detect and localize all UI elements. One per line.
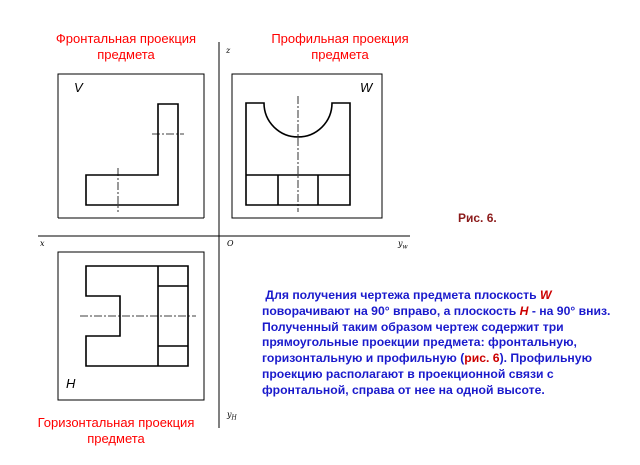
desc-part4: ). Профильную проекцию располагают в проекционной связи с фронтальной, справа от нее на одной высоте. bbox=[262, 351, 592, 397]
desc-plane-h: H bbox=[519, 303, 529, 318]
desc-part1: Для получения чертежа предмета плоскость bbox=[265, 288, 540, 302]
desc-part2: поворачивают на 90° вправо, а плоскость bbox=[262, 303, 520, 318]
front-view-outline bbox=[86, 104, 178, 205]
plane-label-h: H bbox=[66, 376, 76, 391]
axis-label-y-right bbox=[398, 239, 408, 251]
desc-part3: - на 90° вниз. Полученный таким образом чертеж содержит три прямоугольные проекции предмета: фронтальную, горизонтальную и профильную ( bbox=[262, 303, 611, 366]
axis-label-origin: O bbox=[227, 239, 234, 248]
axis-label-y-down-main: y bbox=[227, 410, 232, 419]
axis-label-y-down bbox=[227, 410, 237, 422]
caption-frontal-line1: Фронтальная проекция bbox=[55, 31, 197, 46]
frame-v bbox=[58, 74, 204, 218]
plane-label-w: W bbox=[360, 80, 373, 95]
axis-label-y-down-sub: H bbox=[231, 414, 237, 422]
axis-label-z: z bbox=[226, 46, 231, 55]
frame-w bbox=[232, 74, 382, 218]
axis-label-x: x bbox=[40, 239, 45, 248]
axis-label-y-right-sub: w bbox=[402, 243, 408, 251]
caption-frontal-line2: предмета bbox=[97, 47, 155, 62]
figure-label: Рис. 6. bbox=[458, 211, 497, 225]
plane-label-v: V bbox=[74, 80, 83, 95]
axis-label-y-right-main: y bbox=[398, 239, 403, 248]
description-text bbox=[262, 288, 632, 399]
caption-profile-line1: Профильная проекция bbox=[271, 31, 409, 46]
desc-plane-w: W bbox=[540, 288, 552, 302]
caption-profile-line2: предмета bbox=[311, 47, 369, 62]
caption-horizontal-line2: предмета bbox=[87, 431, 145, 446]
caption-horizontal-line1: Горизонтальная проекция bbox=[37, 415, 195, 430]
desc-fig-ref: рис. 6 bbox=[464, 351, 500, 366]
frame-h bbox=[58, 252, 204, 400]
